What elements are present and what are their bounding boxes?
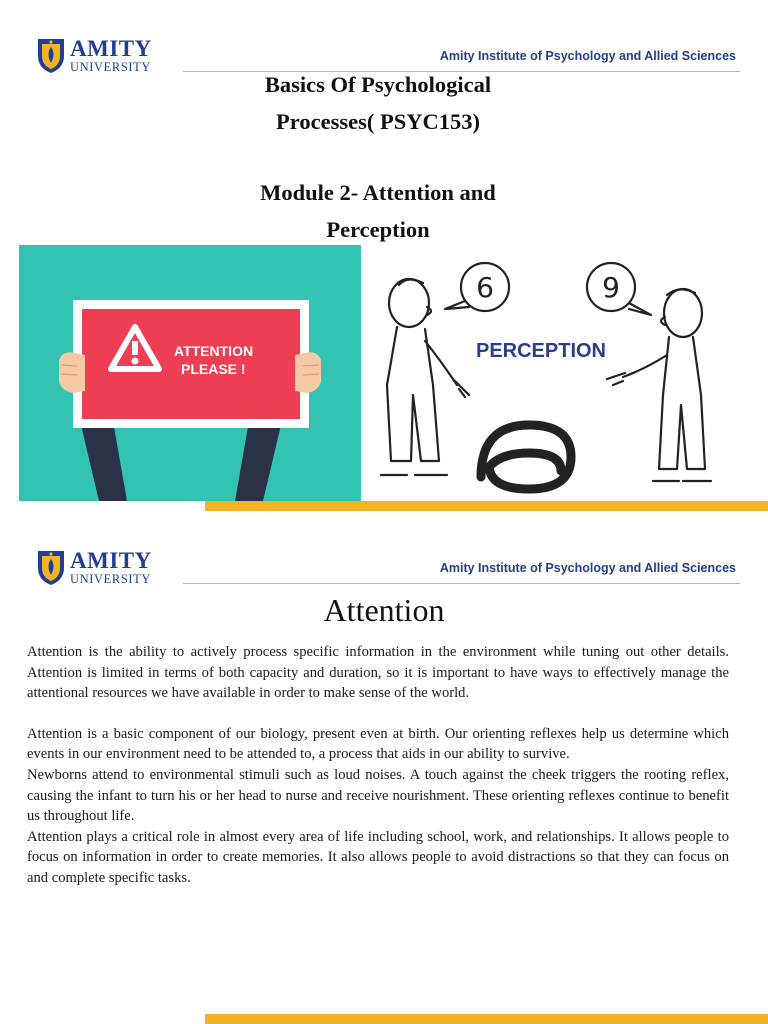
paragraph: Attention is a basic component of our biology, present even at birth. Our orienting reflexes help us determine which events in our environment need to be attended to, a process that aids in our ability to survive. xyxy=(27,725,729,763)
paragraph: Attention is the ability to actively process specific information in the environment while tuning out other details. Attention is limited in terms of both capacity and duration, so it is important to have ways to effectively manage the attentional resources we have available in order to make sense of the world. xyxy=(27,644,729,702)
amity-crest-icon xyxy=(36,548,66,586)
perception-image xyxy=(361,245,725,501)
paragraph: Attention plays a critical role in almost every area of life including school, work, and relationships. It allows people to focus on information in order to create memories. It also allows people to avoid distractions so that they can focus on and complete specific tasks. xyxy=(27,828,729,886)
bubble-left-number: 6 xyxy=(476,271,494,304)
footer-accent-bar xyxy=(205,1014,768,1024)
logo-name: AMITY xyxy=(70,35,152,61)
slide-heading: Attention xyxy=(323,592,445,628)
course-title-line1: Basics Of Psychological xyxy=(264,72,492,97)
paragraph: Newborns attend to environmental stimuli such as loud noises. A touch against the cheek triggers the rooting reflex, causing the infant to turn his or her head to nurse and receive nourishment. These orienting reflexes continue to benefit us throughout life. xyxy=(27,766,729,825)
sign-text-line2: PLEASE ! xyxy=(181,361,246,377)
perception-label: PERCEPTION xyxy=(475,340,607,362)
logo-sub: UNIVERSITY xyxy=(70,571,151,586)
amity-logo xyxy=(36,36,152,74)
bubble-right-number: 9 xyxy=(602,271,620,304)
amity-crest-icon xyxy=(36,36,66,74)
module-title-line1: Module 2- Attention and xyxy=(260,180,496,205)
sign-text-line1: ATTENTION xyxy=(174,343,254,359)
logo-sub: UNIVERSITY xyxy=(70,59,151,74)
logo-name: AMITY xyxy=(70,547,152,573)
institute-name: Amity Institute of Psychology and Allied Sciences xyxy=(439,561,736,575)
attention-please-image xyxy=(19,245,361,501)
body-text xyxy=(27,642,729,889)
slide-attention xyxy=(0,512,768,1024)
course-title-line2: Processes( PSYC153) xyxy=(276,109,480,134)
amity-logo xyxy=(36,548,152,586)
footer-accent-bar xyxy=(205,501,768,511)
institute-name: Amity Institute of Psychology and Allied Sciences xyxy=(439,49,736,63)
header-divider xyxy=(183,583,740,584)
slide-title-block xyxy=(180,66,576,248)
module-title-line2: Perception xyxy=(326,217,430,242)
